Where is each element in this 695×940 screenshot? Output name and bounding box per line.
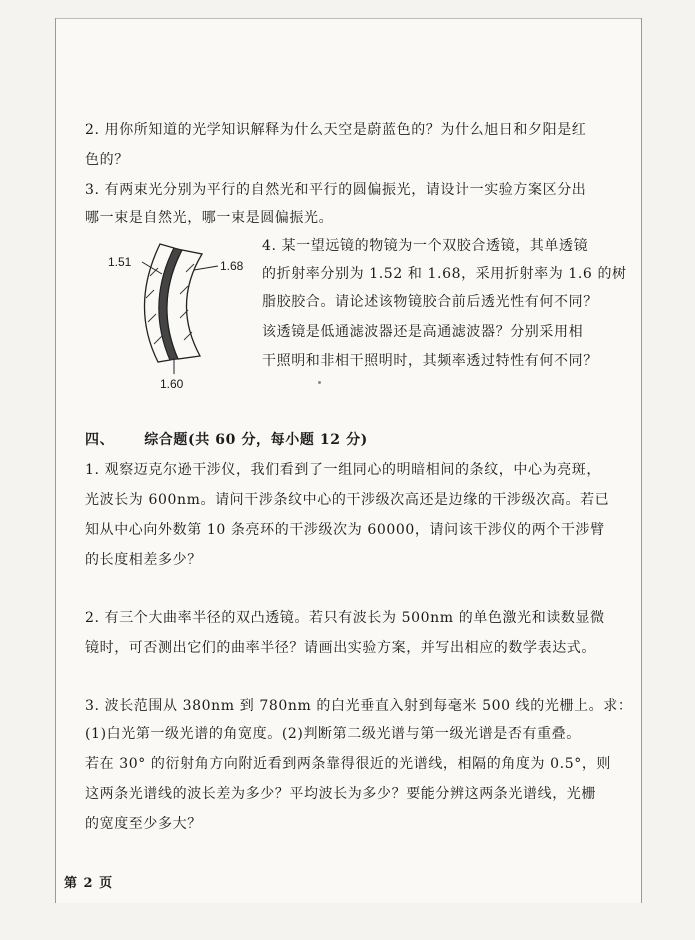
- leader-right: [194, 266, 218, 270]
- p3-line-2: (1)白光第一级光谱的角宽度。(2)判断第二级光谱与第一级光谱是否有重叠。: [85, 726, 581, 742]
- q4-line-1: 4. 某一望远镜的物镜为一个双胶合透镜，其单透镜: [262, 238, 589, 254]
- q3-line-1: 3. 有两束光分别为平行的自然光和平行的圆偏振光，请设计一实验方案区分出: [85, 182, 587, 198]
- label-index-bottom: 1.60: [160, 377, 184, 391]
- q4-line-2: 的折射率分别为 1.52 和 1.68，采用折射率为 1.6 的树: [262, 266, 627, 282]
- section-number: 四、: [85, 432, 115, 448]
- label-index-left: 1.51: [108, 255, 132, 269]
- page-number: 第 2 页: [64, 876, 114, 891]
- q4-line-3: 脂胶胶合。请论述该物镜胶合前后透光性有何不同？: [262, 294, 598, 310]
- p1-line-3: 知从中心向外数第 10 条亮环的干涉级次为 60000，请问该干涉仪的两个干涉臂: [85, 522, 605, 538]
- p3-line-3: 若在 30° 的衍射角方向附近看到两条靠得很近的光谱线，相隔的角度为 0.5°，则: [85, 756, 612, 772]
- p1-line-2: 光波长为 600nm。请问干涉条纹中心的干涉级次高还是边缘的干涉级次高。若已: [85, 492, 610, 508]
- label-index-right: 1.68: [220, 259, 244, 273]
- cement-layer: [159, 248, 182, 360]
- p1-line-1: 1. 观察迈克尔逊干涉仪，我们看到了一组同心的明暗相间的条纹，中心为亮斑，: [85, 462, 602, 478]
- section-heading: [85, 430, 368, 450]
- q2-line-1: 2. 用你所知道的光学知识解释为什么天空是蔚蓝色的？为什么旭日和夕阳是红: [85, 122, 587, 138]
- q4-line-5: 干照明和非相干照明时，其频率透过特性有何不同？: [262, 353, 598, 369]
- q4-line-4: 该透镜是低通滤波器还是高通滤波器？分别采用相: [262, 324, 584, 340]
- q2-line-2: 色的？: [85, 152, 129, 168]
- doublet-lens-figure: [108, 236, 258, 394]
- p3-line-5: 的宽度至少多大？: [85, 816, 202, 832]
- p1-line-4: 的长度相差多少？: [85, 552, 202, 568]
- q3-line-2: 哪一束是自然光，哪一束是圆偏振光。: [85, 210, 334, 226]
- p2-line-1: 2. 有三个大曲率半径的双凸透镜。若只有波长为 500nm 的单色激光和读数显微: [85, 610, 605, 626]
- section-title: 综合题(共 60 分，每小题 12 分): [144, 432, 368, 448]
- p2-line-2: 镜时，可否测出它们的曲率半径？请画出实验方案，并写出相应的数学表达式。: [85, 640, 596, 656]
- p3-line-1: 3. 波长范围从 380nm 到 780nm 的白光垂直入射到每毫米 500 线的光栅上。求：: [85, 698, 633, 714]
- p3-line-4: 这两条光谱线的波长差为多少？平均波长为多少？要能分辨这两条光谱线，光栅: [85, 786, 596, 802]
- scan-speck: [318, 381, 321, 384]
